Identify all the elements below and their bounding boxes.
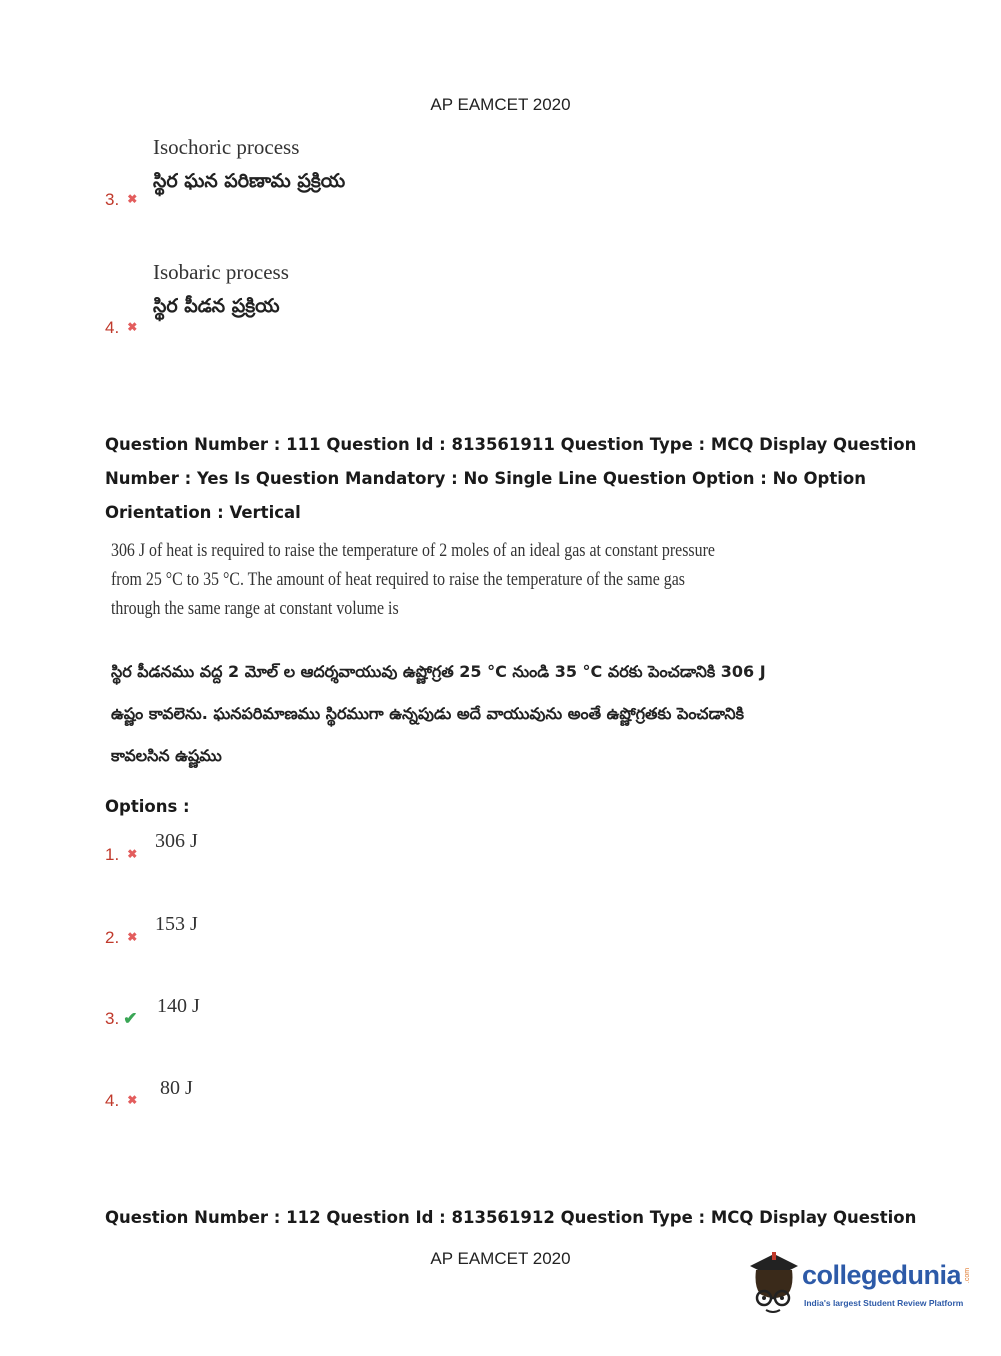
logo-dotcom: .com — [964, 1267, 972, 1284]
option-4-value: 80 J — [160, 1077, 193, 1099]
option-2-number — [105, 928, 137, 948]
wrong-mark-icon: ✖ — [127, 192, 138, 206]
option-2-value: 153 J — [155, 913, 198, 935]
option-number-label: 3. — [105, 190, 120, 209]
option-number-label: 2. — [105, 928, 120, 947]
question-111-meta-line-3: Orientation : Vertical — [105, 503, 301, 522]
prev-option-3-english: Isochoric process — [153, 135, 300, 159]
prev-option-3-telugu: స్థిర ఘన పరిణామ ప్రక్రియ — [153, 170, 346, 192]
page-header-title: AP EAMCET 2020 — [430, 95, 571, 114]
option-number-label: 1. — [105, 845, 120, 864]
question-111-telugu-line-1: స్థిర పీడనము వద్ద 2 మోల్ ల ఆదర్శవాయువు ఉష్ణోగ్రత 25 °C నుండి 35 °C వరకు పెంచడానికి 306 J — [111, 662, 766, 681]
student-mascot-icon — [744, 1250, 802, 1320]
wrong-mark-icon: ✖ — [127, 1093, 138, 1107]
collegedunia-logo — [744, 1250, 974, 1320]
wrong-mark-icon: ✖ — [127, 930, 138, 944]
prev-option-4-telugu: స్థిర పీడన ప్రక్రియ — [153, 295, 280, 317]
question-111-meta-line-2: Number : Yes Is Question Mandatory : No Single Line Question Option : No Option — [105, 469, 866, 488]
options-label: Options : — [105, 797, 190, 816]
prev-option-4-number — [105, 318, 137, 338]
question-112-meta-line: Question Number : 112 Question Id : 813561912 Question Type : MCQ Display Question — [105, 1208, 917, 1227]
question-111-telugu-line-3: కావలసిన ఉష్ణము — [111, 746, 222, 765]
wrong-mark-icon: ✖ — [127, 320, 138, 334]
option-number-label: 4. — [105, 318, 120, 337]
prev-option-4-english: Isobaric process — [153, 260, 289, 284]
logo-tagline: India's largest Student Review Platform — [804, 1298, 964, 1308]
correct-check-icon: ✔ — [123, 1009, 138, 1028]
option-number-label: 3. — [105, 1009, 120, 1028]
logo-wordmark: collegedunia — [802, 1260, 962, 1290]
question-111-meta-line-1: Question Number : 111 Question Id : 813561911 Question Type : MCQ Display Question — [105, 435, 917, 454]
option-1-value: 306 J — [155, 830, 198, 852]
page-footer-title: AP EAMCET 2020 — [430, 1249, 571, 1268]
question-111-english-line-1: 306 J of heat is required to raise the temperature of 2 moles of an ideal gas at constant pressure — [111, 541, 715, 561]
option-number-label: 4. — [105, 1091, 120, 1110]
option-1-number — [105, 845, 137, 865]
prev-option-3-number — [105, 190, 137, 210]
question-111-english-line-2: from 25 °C to 35 °C. The amount of heat required to raise the temperature of the same gas — [111, 570, 685, 590]
option-4-number — [105, 1091, 137, 1111]
question-111-english-line-3: through the same range at constant volume is — [111, 599, 399, 619]
wrong-mark-icon: ✖ — [127, 847, 138, 861]
option-3-value: 140 J — [157, 995, 200, 1017]
option-3-number — [105, 1009, 137, 1029]
question-111-telugu-line-2: ఉష్ణం కావలెను. ఘనపరిమాణము స్థిరముగా ఉన్నపుడు అదే వాయువును అంతే ఉష్ణోగ్రతకు పెంచడానికి — [111, 704, 744, 723]
